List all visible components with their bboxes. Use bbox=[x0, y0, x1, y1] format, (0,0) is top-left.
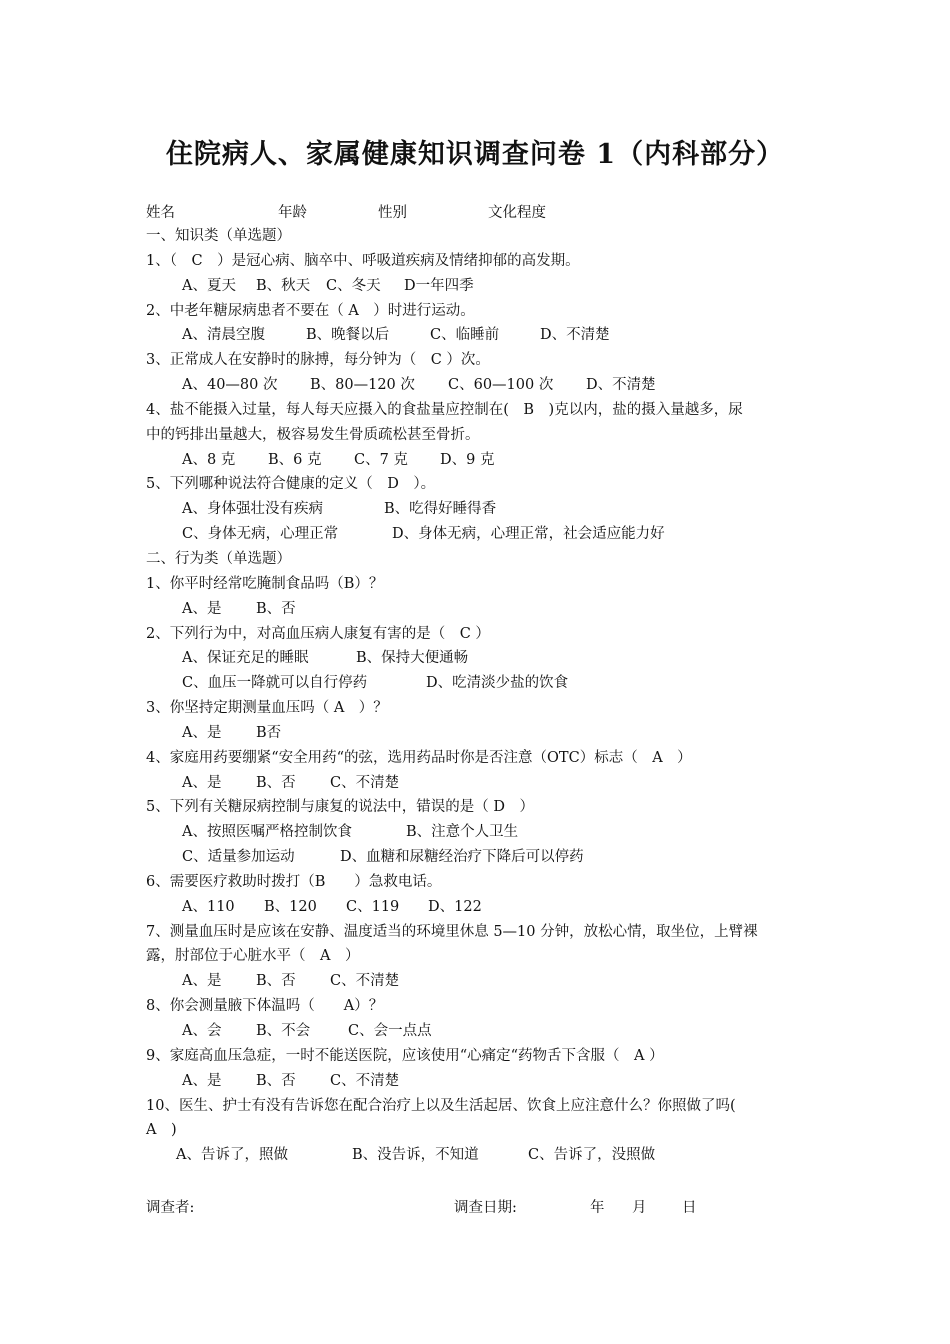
option: D、血糖和尿糖经治疗下降后可以停药 bbox=[340, 849, 584, 866]
question-k2: 2、中老年糖尿病患者不要在（ A ）时进行运动。 bbox=[146, 302, 475, 319]
options-k3 bbox=[146, 373, 816, 398]
section-heading-knowledge: 一、知识类（单选题） bbox=[146, 228, 291, 244]
option: B、120 bbox=[264, 898, 317, 915]
question-k1: 1、（ C ）是冠心病、脑卒中、呼吸道疾病及情绪抑郁的高发期。 bbox=[146, 252, 580, 269]
options-b4 bbox=[146, 771, 816, 796]
options-k5-row2 bbox=[146, 522, 816, 547]
option: A、是 bbox=[182, 973, 222, 990]
option: A、是 bbox=[182, 774, 222, 791]
option: C、60—100 次 bbox=[448, 377, 554, 394]
option: B、保持大便通畅 bbox=[356, 650, 469, 667]
option: B、否 bbox=[256, 600, 296, 617]
options-b7 bbox=[146, 969, 816, 994]
question-b10-continued: A ) bbox=[146, 1122, 177, 1139]
question-k4: 4、盐不能摄入过量，每人每天应摄入的食盐量应控制在( B )克以内，盐的摄入量越多，尿 bbox=[146, 401, 743, 418]
page-title: 住院病人、家属健康知识调查问卷 1（内科部分） bbox=[165, 139, 785, 170]
options-b9 bbox=[146, 1069, 816, 1094]
gender-field-label: 性别 bbox=[378, 205, 407, 221]
question-b7-continued: 露，肘部位于心脏水平（ A ） bbox=[146, 948, 360, 965]
options-b6 bbox=[146, 895, 816, 920]
options-b2-row1 bbox=[146, 646, 816, 671]
options-b5-row2 bbox=[146, 845, 816, 870]
option: A、身体强壮没有疾病 bbox=[182, 501, 323, 518]
option: C、临睡前 bbox=[430, 327, 500, 344]
question-b10: 10、医生、护士有没有告诉您在配合治疗上以及生活起居、饮食上应注意什么？你照做了吗( bbox=[146, 1097, 736, 1114]
age-field-label: 年龄 bbox=[278, 205, 307, 221]
option: A、保证充足的睡眠 bbox=[182, 650, 309, 667]
option: B、没告诉，不知道 bbox=[352, 1147, 479, 1164]
question-b1: 1、你平时经常吃腌制食品吗（B）？ bbox=[146, 575, 384, 592]
option: A、是 bbox=[182, 724, 222, 741]
option: D、吃清淡少盐的饮食 bbox=[426, 675, 569, 692]
option: D、不清楚 bbox=[540, 327, 610, 344]
option: A、清晨空腹 bbox=[182, 327, 265, 344]
option: C、血压一降就可以自行停药 bbox=[182, 675, 368, 692]
option: A、会 bbox=[182, 1023, 222, 1039]
option: B、不会 bbox=[256, 1023, 311, 1039]
surveyor-label: 调查者: bbox=[146, 1200, 195, 1216]
option: A、110 bbox=[182, 898, 235, 915]
question-b3: 3、你坚持定期测量血压吗（ A ）？ bbox=[146, 700, 388, 717]
option: C、告诉了，没照做 bbox=[528, 1147, 656, 1164]
options-b1 bbox=[146, 597, 816, 622]
options-k2 bbox=[146, 323, 816, 348]
option: B、吃得好睡得香 bbox=[384, 501, 497, 518]
survey-date-label: 调查日期: bbox=[454, 1200, 517, 1216]
option: B否 bbox=[256, 724, 282, 741]
option: B、秋天 bbox=[256, 277, 311, 294]
option: C、会一点点 bbox=[348, 1023, 432, 1039]
options-b8 bbox=[146, 1019, 816, 1044]
option: B、否 bbox=[256, 973, 296, 990]
option: C、不清楚 bbox=[330, 774, 400, 791]
option: C、不清楚 bbox=[330, 1072, 400, 1089]
option: C、身体无病，心理正常 bbox=[182, 526, 339, 543]
option: C、适量参加运动 bbox=[182, 849, 295, 866]
options-k1 bbox=[146, 274, 816, 299]
question-k3: 3、正常成人在安静时的脉搏，每分钟为（ C ）次。 bbox=[146, 352, 490, 369]
option: D一年四季 bbox=[404, 277, 474, 294]
option: C、119 bbox=[346, 898, 400, 915]
option: B、晚餐以后 bbox=[306, 327, 390, 344]
question-k4-continued: 中的钙排出量越大，极容易发生骨质疏松甚至骨折。 bbox=[146, 426, 480, 443]
option: B、否 bbox=[256, 1072, 296, 1089]
question-b7: 7、测量血压时是应该在安静、温度适当的环境里休息 5—10 分钟，放松心情，取坐位，上臂裸 bbox=[146, 923, 758, 940]
option: A、按照医嘱严格控制饮食 bbox=[182, 824, 352, 841]
options-b2-row2 bbox=[146, 671, 816, 696]
date-year-label: 年 bbox=[590, 1200, 605, 1216]
option: A、是 bbox=[182, 600, 222, 617]
option: A、是 bbox=[182, 1072, 222, 1089]
option: C、不清楚 bbox=[330, 973, 400, 990]
question-b9: 9、家庭高血压急症，一时不能送医院，应该使用“心痛定“药物舌下含服（ A ） bbox=[146, 1047, 664, 1064]
education-field-label: 文化程度 bbox=[488, 205, 546, 221]
option: D、122 bbox=[428, 898, 482, 915]
options-b3 bbox=[146, 721, 816, 746]
options-k5-row1 bbox=[146, 497, 816, 522]
section-heading-behavior: 二、行为类（单选题） bbox=[146, 550, 291, 567]
option: A、8 克 bbox=[182, 451, 236, 468]
option: D、身体无病，心理正常，社会适应能力好 bbox=[392, 526, 665, 543]
option: D、9 克 bbox=[440, 451, 495, 468]
options-k4 bbox=[146, 448, 816, 473]
question-k5: 5、下列哪种说法符合健康的定义（ D ）。 bbox=[146, 476, 436, 493]
option: A、告诉了，照做 bbox=[176, 1147, 288, 1164]
option: C、冬天 bbox=[326, 277, 381, 294]
question-b8: 8、你会测量腋下体温吗（ A）？ bbox=[146, 998, 384, 1015]
question-b5: 5、下列有关糖尿病控制与康复的说法中，错误的是（ D ） bbox=[146, 799, 534, 816]
options-b5-row1 bbox=[146, 820, 816, 845]
option: B、否 bbox=[256, 774, 296, 791]
option: D、不清楚 bbox=[586, 377, 656, 394]
option: B、80—120 次 bbox=[310, 377, 415, 394]
name-field-label: 姓名 bbox=[146, 205, 175, 221]
option: B、6 克 bbox=[268, 451, 322, 468]
option: B、注意个人卫生 bbox=[406, 824, 519, 841]
questionnaire-body bbox=[146, 224, 816, 1168]
option: A、40—80 次 bbox=[182, 377, 278, 394]
date-month-label: 月 bbox=[632, 1200, 647, 1216]
question-b6: 6、需要医疗救助时拨打（B ）急救电话。 bbox=[146, 873, 442, 890]
options-b10 bbox=[146, 1143, 816, 1168]
option: C、7 克 bbox=[354, 451, 408, 468]
option: A、夏天 bbox=[182, 277, 236, 294]
question-b2: 2、下列行为中，对高血压病人康复有害的是（ C ） bbox=[146, 625, 490, 642]
date-day-label: 日 bbox=[682, 1200, 697, 1216]
question-b4: 4、家庭用药要绷紧“安全用药“的弦，选用药品时你是否注意（OTC）标志（ A ） bbox=[146, 749, 692, 766]
